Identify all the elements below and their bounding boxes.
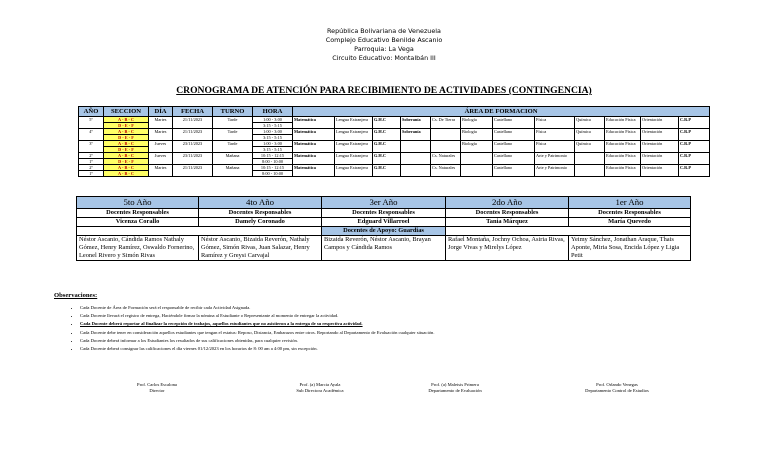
section-cell: D - E - F <box>104 147 149 153</box>
area-cell: Lengua Extranjera <box>335 153 373 165</box>
area-cell: Orientación <box>641 153 679 165</box>
resp-label-row <box>77 209 691 218</box>
area-cell <box>431 129 461 141</box>
section-cell: A - B - C <box>104 153 149 159</box>
schedule-header-row <box>79 107 710 117</box>
area-cell <box>461 165 493 177</box>
area-cell: Orientación <box>641 141 679 153</box>
area-cell: Educación Física <box>605 153 641 165</box>
area-cell: Lengua Extranjera <box>335 129 373 141</box>
col-area: ÁREA DE FORMACION <box>293 107 710 117</box>
document-title: CRONOGRAMA DE ATENCIÓN PARA RECIBIMIENTO DE ACTIVIDADES (CONTINGENCIA) <box>176 85 592 96</box>
area-cell: Biología <box>461 129 493 141</box>
area-cell: Cs. Naturales <box>431 153 461 165</box>
area-cell: Química <box>575 129 605 141</box>
signature-name: Prof. (a) Maleisis Primera <box>431 382 479 387</box>
signature-subdirectora <box>245 382 395 395</box>
section-cell: A - B - C <box>104 129 149 135</box>
area-cell: Arte y Patrimonio <box>535 165 575 177</box>
area-cell: Orientación <box>641 165 679 177</box>
col-hora: HORA <box>253 107 293 117</box>
shift-cell: Tarde <box>213 141 253 153</box>
apoyo-names-row <box>77 236 691 261</box>
area-cell: Biología <box>461 141 493 153</box>
time-cell: 8:00 - 10:00 <box>253 171 293 177</box>
shift-cell: Tarde <box>213 129 253 141</box>
observation-item: • Cada Docente deberá consignar las calificaciones el día viernes 01/12/2023 en los horarios de 8: 00 am a 4:00 pm, sin excepción. <box>80 345 720 353</box>
year-cell: 5º <box>79 117 104 129</box>
resp-label: Docentes Responsables <box>446 209 569 218</box>
observations-title: Observaciones: <box>54 292 98 299</box>
header-line: Parroquia: La Vega <box>354 45 414 53</box>
resp-name-row <box>77 218 691 227</box>
time-cell: 3:15 - 5:15 <box>253 123 293 129</box>
time-cell: 8:00 - 10:00 <box>253 159 293 165</box>
area-cell: Matemática <box>293 165 335 177</box>
apoyo-names: Yeimy Sánchez, Jonathan Araque, Thais Aponte, Miria Sosa, Encida López y Ligia Petit <box>569 236 691 261</box>
section-cell: D - E - F <box>104 123 149 129</box>
date-cell: 23/11/2023 <box>173 153 213 165</box>
header-line: Complejo Educativo Benilde Ascanio <box>325 36 443 44</box>
year-1: 1er Año <box>569 197 691 209</box>
schedule-row <box>79 129 710 135</box>
date-cell: 23/11/2023 <box>173 141 213 153</box>
observation-item: • Cada Docente llevará el registro de entrega, Haciéndole firmar la nómina al Estudiante o Representante al momento de entregar la actividad. <box>80 312 720 320</box>
area-cell: Química <box>575 117 605 129</box>
section-cell: D - E - F <box>104 159 149 165</box>
year-cell: 2º <box>79 153 104 159</box>
area-cell: Castellano <box>493 141 535 153</box>
area-cell: Arte y Patrimonio <box>535 153 575 165</box>
section-cell: A - B - C <box>104 141 149 147</box>
signature-name: Prof. Carlos Escalona <box>137 382 177 387</box>
signature-director <box>82 382 232 395</box>
signature-name: Prof. (a) Marcia Ayala <box>299 382 341 387</box>
signature-name: Prof. Orlando Venegas <box>596 382 638 387</box>
schedule-row <box>79 141 710 147</box>
col-seccion: SECCION <box>104 107 149 117</box>
area-cell: Cs. Naturales <box>431 165 461 177</box>
section-cell: A - B - C <box>104 165 149 171</box>
time-cell: 1:00 - 3:00 <box>253 117 293 123</box>
year-2: 2do Año <box>446 197 569 209</box>
area-cell: G.H.C <box>373 117 401 129</box>
area-cell: Física <box>535 117 575 129</box>
section-cell: D - E - F <box>104 135 149 141</box>
col-ano: AÑO <box>79 107 104 117</box>
area-cell <box>401 141 431 153</box>
year-cell: 1º <box>79 171 104 177</box>
area-cell: C.R.P <box>679 117 710 129</box>
resp-label: Docentes Responsables <box>322 209 446 218</box>
area-cell: Matemática <box>293 129 335 141</box>
apoyo-label-row <box>77 227 691 236</box>
day-cell: Jueves <box>149 153 173 165</box>
area-cell: Castellano <box>493 153 535 165</box>
area-cell: G.H.C <box>373 153 401 165</box>
section-cell: A - B - C <box>104 117 149 123</box>
shift-cell: Tarde <box>213 117 253 129</box>
apoyo-names: Rafael Montaña, Jochny Ochoa, Asiria Rivas, Jorge Vivas y Mirelys López <box>446 236 569 261</box>
area-cell: Educación Física <box>605 117 641 129</box>
year-3: 3er Año <box>322 197 446 209</box>
year-cell: 1º <box>79 159 104 165</box>
area-cell: Física <box>535 129 575 141</box>
observation-item: • Cada Docente de Área de Formación será el responsable de recibir cada Actividad Asignada. <box>80 304 720 312</box>
area-cell: C.R.P <box>679 141 710 153</box>
resp-name: Vicenza Corallo <box>77 218 199 227</box>
schedule-row <box>79 153 710 159</box>
year-cell: 4º <box>79 129 104 141</box>
area-cell: G.H.C <box>373 141 401 153</box>
area-cell: C.R.P <box>679 153 710 165</box>
area-cell <box>575 165 605 177</box>
area-cell: Orientación <box>641 117 679 129</box>
header-line: República Bolivariana de Venezuela <box>327 27 441 35</box>
date-cell: 21/11/2023 <box>173 129 213 141</box>
apoyo-label: Docentes de Apoyo: Guardias <box>322 227 446 236</box>
resp-name: Damely Coronado <box>199 218 322 227</box>
area-cell: G.H.C <box>373 129 401 141</box>
area-cell: C.R.P <box>679 129 710 141</box>
area-cell <box>401 153 431 165</box>
year-5: 5to Año <box>77 197 199 209</box>
area-cell: Orientación <box>641 129 679 141</box>
observation-item: • Cada Docente debe tener en consideración aquellos estudiantes que tengan el estatus: Reposo, Distancia, Embarazos entre otros. Reportando al Departamento de Evaluación cualquier situación. <box>80 329 720 337</box>
area-cell: Matemática <box>293 117 335 129</box>
time-cell: 1:00 - 3:00 <box>253 129 293 135</box>
resp-name: María Quevedo <box>569 218 691 227</box>
resp-name: Edguard Villarroel <box>322 218 446 227</box>
area-cell <box>431 141 461 153</box>
teachers-table <box>76 196 691 261</box>
signature-evaluacion <box>380 382 530 395</box>
area-cell <box>575 153 605 165</box>
area-cell: Lengua Extranjera <box>335 165 373 177</box>
observations-list <box>66 304 720 353</box>
day-cell: Martes <box>149 117 173 129</box>
year-4: 4to Año <box>199 197 322 209</box>
resp-label: Docentes Responsables <box>77 209 199 218</box>
resp-label: Docentes Responsables <box>569 209 691 218</box>
schedule-row <box>79 165 710 171</box>
time-cell: 10:15 - 12:15 <box>253 165 293 171</box>
area-cell: Matemática <box>293 153 335 165</box>
area-cell: Castellano <box>493 129 535 141</box>
area-cell: Castellano <box>493 117 535 129</box>
apoyo-names: Néstor Ascanio, Bizaida Reverón, Nathaly Gómez, Simón Rivas, Juan Salazar, Henry Ramírez y Greysi Carvajal <box>199 236 322 261</box>
apoyo-names: Néstor Ascanio, Cándida Ramos Nathaly Gómez, Henry Ramírez, Oswaldo Fornerino, Leonel Rivero y Simón Rivas <box>77 236 199 261</box>
time-cell: 3:15 - 5:15 <box>253 135 293 141</box>
institution-header <box>0 27 768 63</box>
shift-cell: Mañana <box>213 165 253 177</box>
resp-label: Docentes Responsables <box>199 209 322 218</box>
signature-role: Sub Directora Académica <box>296 388 344 394</box>
area-cell: Matemática <box>293 141 335 153</box>
area-cell: C.R.P <box>679 165 710 177</box>
area-cell: Lengua Extranjera <box>335 117 373 129</box>
date-cell: 21/11/2023 <box>173 117 213 129</box>
resp-name: Tania Márquez <box>446 218 569 227</box>
observation-item: • Cada Docente deberá informar a los Estudiantes los resultados de sus calificaciones obtenidas, para cualquier revisión. <box>80 337 720 345</box>
area-cell: Soberanía <box>401 117 431 129</box>
day-cell: Martes <box>149 129 173 141</box>
signature-role: Departamento Control de Estudios <box>585 388 649 394</box>
area-cell: G.H.C <box>373 165 401 177</box>
col-turno: TURNO <box>213 107 253 117</box>
signature-control <box>542 382 692 395</box>
area-cell: Biología <box>461 117 493 129</box>
col-fecha: FECHA <box>173 107 213 117</box>
schedule-row <box>79 117 710 123</box>
time-cell: 3:15 - 5:15 <box>253 147 293 153</box>
area-cell: Educación Física <box>605 141 641 153</box>
observation-item: • Cada Docente deberá reportar al finalizar la recepción de trabajos, aquellos estudiantes que no asistieron a la entrega de su respectiva actividad. <box>80 320 720 328</box>
area-cell: Educación Física <box>605 165 641 177</box>
area-cell: Educación Física <box>605 129 641 141</box>
schedule-table <box>78 106 710 177</box>
area-cell <box>461 153 493 165</box>
shift-cell: Mañana <box>213 153 253 165</box>
area-cell: Cs. De Tierra <box>431 117 461 129</box>
area-cell: Soberanía <box>401 129 431 141</box>
header-line: Circuito Educativo: Montalbán III <box>332 54 436 62</box>
apoyo-names: Bizaida Reverón, Néstor Ascanio, Brayan Campos y Cándida Ramos <box>322 236 446 261</box>
area-cell: Castellano <box>493 165 535 177</box>
year-cell: 2º <box>79 165 104 171</box>
section-cell: A - B - C <box>104 171 149 177</box>
area-cell <box>401 165 431 177</box>
signature-role: Departamento de Evaluación <box>428 388 482 394</box>
area-cell: Química <box>575 141 605 153</box>
day-cell: Jueves <box>149 141 173 153</box>
col-dia: DÍA <box>149 107 173 117</box>
area-cell: Lengua Extranjera <box>335 141 373 153</box>
time-cell: 10:15 - 12:15 <box>253 153 293 159</box>
year-row <box>77 197 691 209</box>
date-cell: 21/11/2023 <box>173 165 213 177</box>
time-cell: 1:00 - 3:00 <box>253 141 293 147</box>
year-cell: 3º <box>79 141 104 153</box>
day-cell: Martes <box>149 165 173 177</box>
signature-role: Director <box>149 388 165 394</box>
area-cell: Física <box>535 141 575 153</box>
